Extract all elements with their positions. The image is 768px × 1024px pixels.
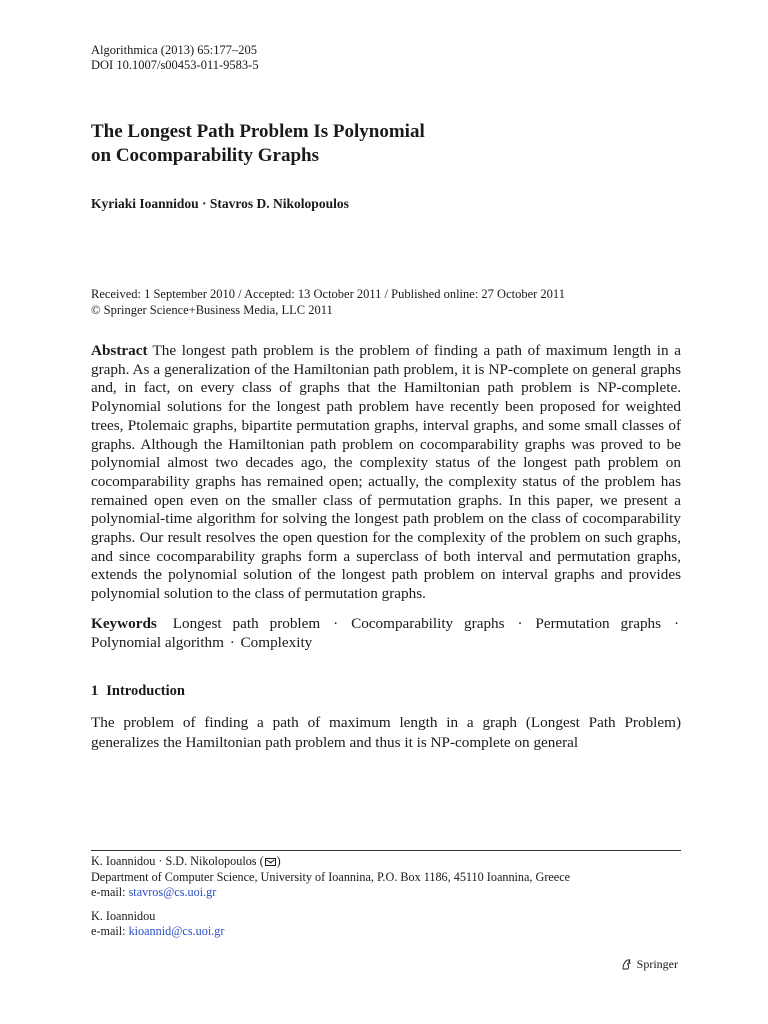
keywords <box>91 615 681 652</box>
footnote-department: Department of Computer Science, University of Ioannina, P.O. Box 1186, 45110 Ioannina, Greece <box>91 869 571 884</box>
abstract-text: The longest path problem is the problem of finding a path of maximum length in a graph. As a generalization of the Hamiltonian path problem, it is NP-complete on general graphs and, in fact, on every class of graphs that the Hamiltonian path problem is NP-complete. Polynomial solutions for the longest path problem have recently been proposed for weighted trees, Ptolemaic graphs, bipartite permutation graphs, interval graphs, and some small classes of graphs. Although the Hamiltonian path problem on cocomparability graphs was proved to be polynomial almost two decades ago, the complexity status of the longest path problem on cocomparability graphs has remained open; actually, the complexity status of the problem has remained open even on the smaller class of permutation graphs. In this paper, we present a polynomial-time algorithm for solving the longest path problem on the class of cocomparability graphs. Our result resolves the open question for the complexity of the problem on such graphs, and since cocomparability graphs form a superclass of both interval and permutation graphs, extends the polynomial solution of the longest path problem on interval graphs and provides polynomial solution to the class of permutation graphs. <box>91 342 681 603</box>
envelope-icon <box>265 858 276 866</box>
email-link-kioannid[interactable]: kioannid@cs.uoi.gr <box>128 924 225 938</box>
footnote-affiliation-authors <box>91 854 681 870</box>
doi: DOI 10.1007/s00453-011-9583-5 <box>91 58 259 72</box>
keyword-item: Complexity <box>240 633 313 651</box>
email-link-stavros[interactable]: stavros@cs.uoi.gr <box>128 885 217 899</box>
affiliation-authors: K. Ioannidou · S.D. Nikolopoulos ( <box>91 854 264 868</box>
keyword-separator: · <box>663 614 680 632</box>
publication-history <box>91 286 681 318</box>
journal-citation: Algorithmica (2013) 65:177–205 <box>91 43 257 57</box>
footnote-spacer <box>91 901 681 909</box>
footnote-email-2 <box>91 924 681 940</box>
paper-title <box>91 120 681 168</box>
title-line-1: The Longest Path Problem Is Polynomial <box>91 121 425 142</box>
keyword-item: Longest path problem <box>172 614 321 632</box>
springer-horse-icon <box>620 958 633 971</box>
section-title: Introduction <box>106 683 185 700</box>
affiliation-authors-end: ) <box>276 854 281 868</box>
paper-page <box>91 43 681 753</box>
keyword-separator: · <box>225 633 239 651</box>
keyword-item: Polynomial algorithm <box>91 633 224 651</box>
publisher-name: Springer <box>636 957 678 971</box>
keyword-item: Permutation graphs <box>535 614 662 632</box>
publisher-logo <box>620 957 678 972</box>
abstract-label: Abstract <box>91 342 148 359</box>
copyright-notice: © Springer Science+Business Media, LLC 2011 <box>91 303 333 317</box>
keyword-separator: · <box>322 614 350 632</box>
keywords-label: Keywords <box>91 614 157 632</box>
section-number: 1 <box>91 683 99 700</box>
introduction-text: The problem of finding a path of maximum length in a graph (Longest Path Problem) generalizes the Hamiltonian path problem and thus it is NP-complete on general <box>91 714 681 752</box>
keywords-list <box>91 615 681 651</box>
abstract <box>91 342 681 604</box>
author-list: Kyriaki Ioannidou · Stavros D. Nikolopoulos <box>91 196 349 211</box>
footnote-author2: K. Ioannidou <box>91 908 156 923</box>
history-dates: Received: 1 September 2010 / Accepted: 13 October 2011 / Published online: 27 October 2011 <box>91 287 565 301</box>
journal-info <box>91 43 681 73</box>
email-label: e-mail: <box>91 885 129 899</box>
footnote-email-1 <box>91 885 681 901</box>
title-line-2: on Cocomparability Graphs <box>91 145 320 166</box>
keyword-item: Cocomparability graphs <box>351 614 505 632</box>
section-heading <box>91 682 681 700</box>
keyword-separator: · <box>506 614 534 632</box>
footnotes <box>91 850 681 940</box>
email-label: e-mail: <box>91 924 129 938</box>
